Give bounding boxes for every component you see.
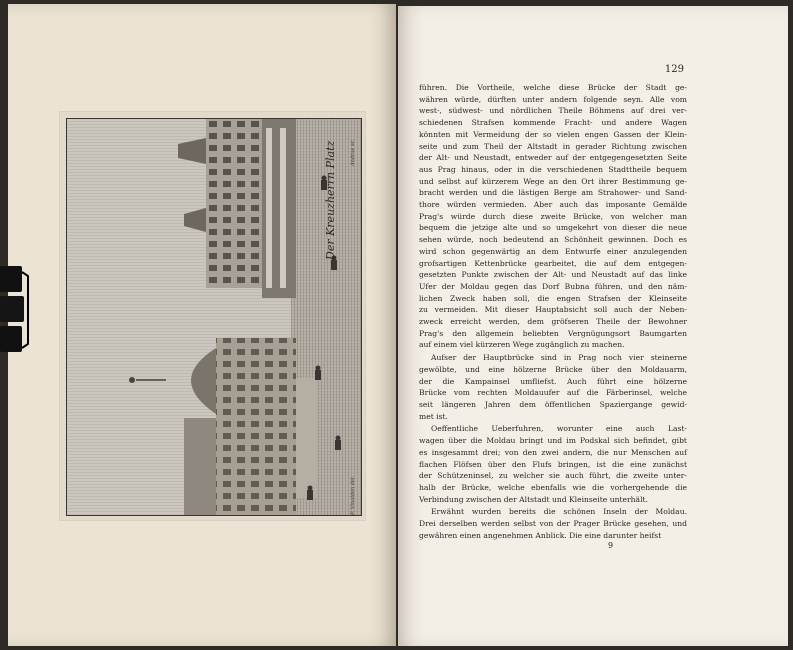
text-line: bequem die jetzige alte und so umgekehrt von dieser die neue <box>419 223 687 233</box>
text-line: seite und zum Theil der Altstadt in gerader Richtung zwischen <box>419 141 687 151</box>
plate-credit-artist: F. Vinalden del. <box>350 475 356 515</box>
text-line: grofsartigen Kettenbrücke gearbeitet, die auf dem entgegen- <box>419 258 687 268</box>
text-line: zweck erreicht werden, dem gröfseren Theile der Bewohner <box>419 317 687 327</box>
paragraph <box>419 506 687 541</box>
text-line: Brücke vom rechten Moldauufer auf die Färberinsel, welche <box>419 388 687 398</box>
engraving-illustration <box>66 118 362 516</box>
text-line: auf einem viel kürzeren Wege zugänglich zu machen. <box>419 340 625 350</box>
text-line: gewähren einen angenehmen Anblick. Die eine darunter heifst <box>419 530 662 540</box>
text-line: aus Prag hinaus, oder in die verschiedenen Stadttheile bequem <box>419 164 687 174</box>
text-line: könnten mit Vermeidung der so vielen engen Gassen der Klein- <box>419 129 687 139</box>
text-line: met ist. <box>419 411 448 421</box>
text-line: flachen Flöfsen über den Flufs bringen, ist die eine zunächst <box>419 459 687 469</box>
text-line: der Alt- und Neustadt, entweder auf der entgegengesetzten Seite <box>419 153 687 163</box>
text-line: und selbst auf kürzerem Wege an den Ort ihrer Bestimmung ge- <box>419 176 687 186</box>
paragraph <box>419 352 687 422</box>
text-line: sehen würde, noch bedeutend an Schönheit gewinnen. Doch es <box>419 235 687 245</box>
text-line: Prag's würde durch diese zweite Brücke, von welcher man <box>419 211 687 221</box>
text-line: Oeffentliche Ueberfuhren, worunter eine auch Last- <box>431 424 687 434</box>
text-line: Prag's den allgemein beliebten Vergnügungsort Baumgarten <box>419 328 687 338</box>
text-line: seit längeren Jahren dem öffentlichen Spaziergange gewid- <box>419 399 687 409</box>
text-line: Drei derselben werden selbst von der Prager Brücke gesehen, und <box>419 519 687 529</box>
text-line: lichen Zweck haben soll, die engen Strafsen der Kleinseite <box>419 293 687 303</box>
text-line: halb der Brücke, welche ebenfalls wie die vorhergehende die <box>419 482 687 492</box>
text-line: führen. Die Vortheile, welche diese Brücke der Stadt ge- <box>419 83 687 92</box>
text-line: Verbindung zwischen der Altstadt und Kleinseite unterhält. <box>419 494 648 504</box>
body-text <box>419 82 687 541</box>
text-line: thore würden vermieden. Aber auch das imposante Gemälde <box>419 200 687 210</box>
text-line: Aufser der Hauptbrücke sind in Prag noch vier steinerne <box>431 353 687 363</box>
text-line: wird schon gegenwärtig an dem Entwurfe einer anzulegenden <box>419 246 687 256</box>
paragraph <box>419 82 687 351</box>
printer-signature: 9 <box>608 541 614 550</box>
page-number: 129 <box>664 64 684 75</box>
text-line: Erwähnt wurden bereits die schönen Inseln der Moldau. <box>431 507 687 517</box>
text-line: zu vermeiden. Mit dieser Hauptabsicht soll auch der Neben- <box>419 305 687 315</box>
text-line: währen würde, dürften unter andern folgende seyn. Alle vom <box>419 94 687 104</box>
text-line: bracht werden und die lästigen Berge am Strahower- und Sand- <box>419 188 687 198</box>
binder-clip-icon <box>0 262 30 358</box>
text-line: gewölbte, und eine hölzerne Brücke über den Moldauarm, <box>419 364 687 374</box>
text-line: wagen über die Moldau bringt und im Podskal sich befindet, gibt <box>419 436 687 446</box>
text-line: der die Kampainsel umfliefst. Auch führt eine hölzerne <box>419 376 687 386</box>
text-line: west-, südwest- und nördlichen Theile Böhmens auf drei ver- <box>419 106 687 116</box>
plate-caption: Der Kreuzherrn Platz <box>324 140 337 260</box>
text-line: schiedenen Strafsen kommende Fracht- und andere Wagen <box>419 118 687 128</box>
text-line: der Schützeninsel, zu welcher sie auch führt, die zweite unter- <box>419 471 687 481</box>
paragraph <box>419 423 687 505</box>
text-line: es insgesammt drei; von den zwei andern, die nur Menschen auf <box>419 447 687 457</box>
engraving-plate <box>66 118 362 516</box>
text-line: gesetzten Punkte zwischen der Alt- und Neustadt auf das linke <box>419 270 687 280</box>
text-line: Ufer der Moldau gegen das Dorf Bubna führen, und den näm- <box>419 281 687 291</box>
plate-credit-engraver: Andrae sc. <box>350 139 356 166</box>
